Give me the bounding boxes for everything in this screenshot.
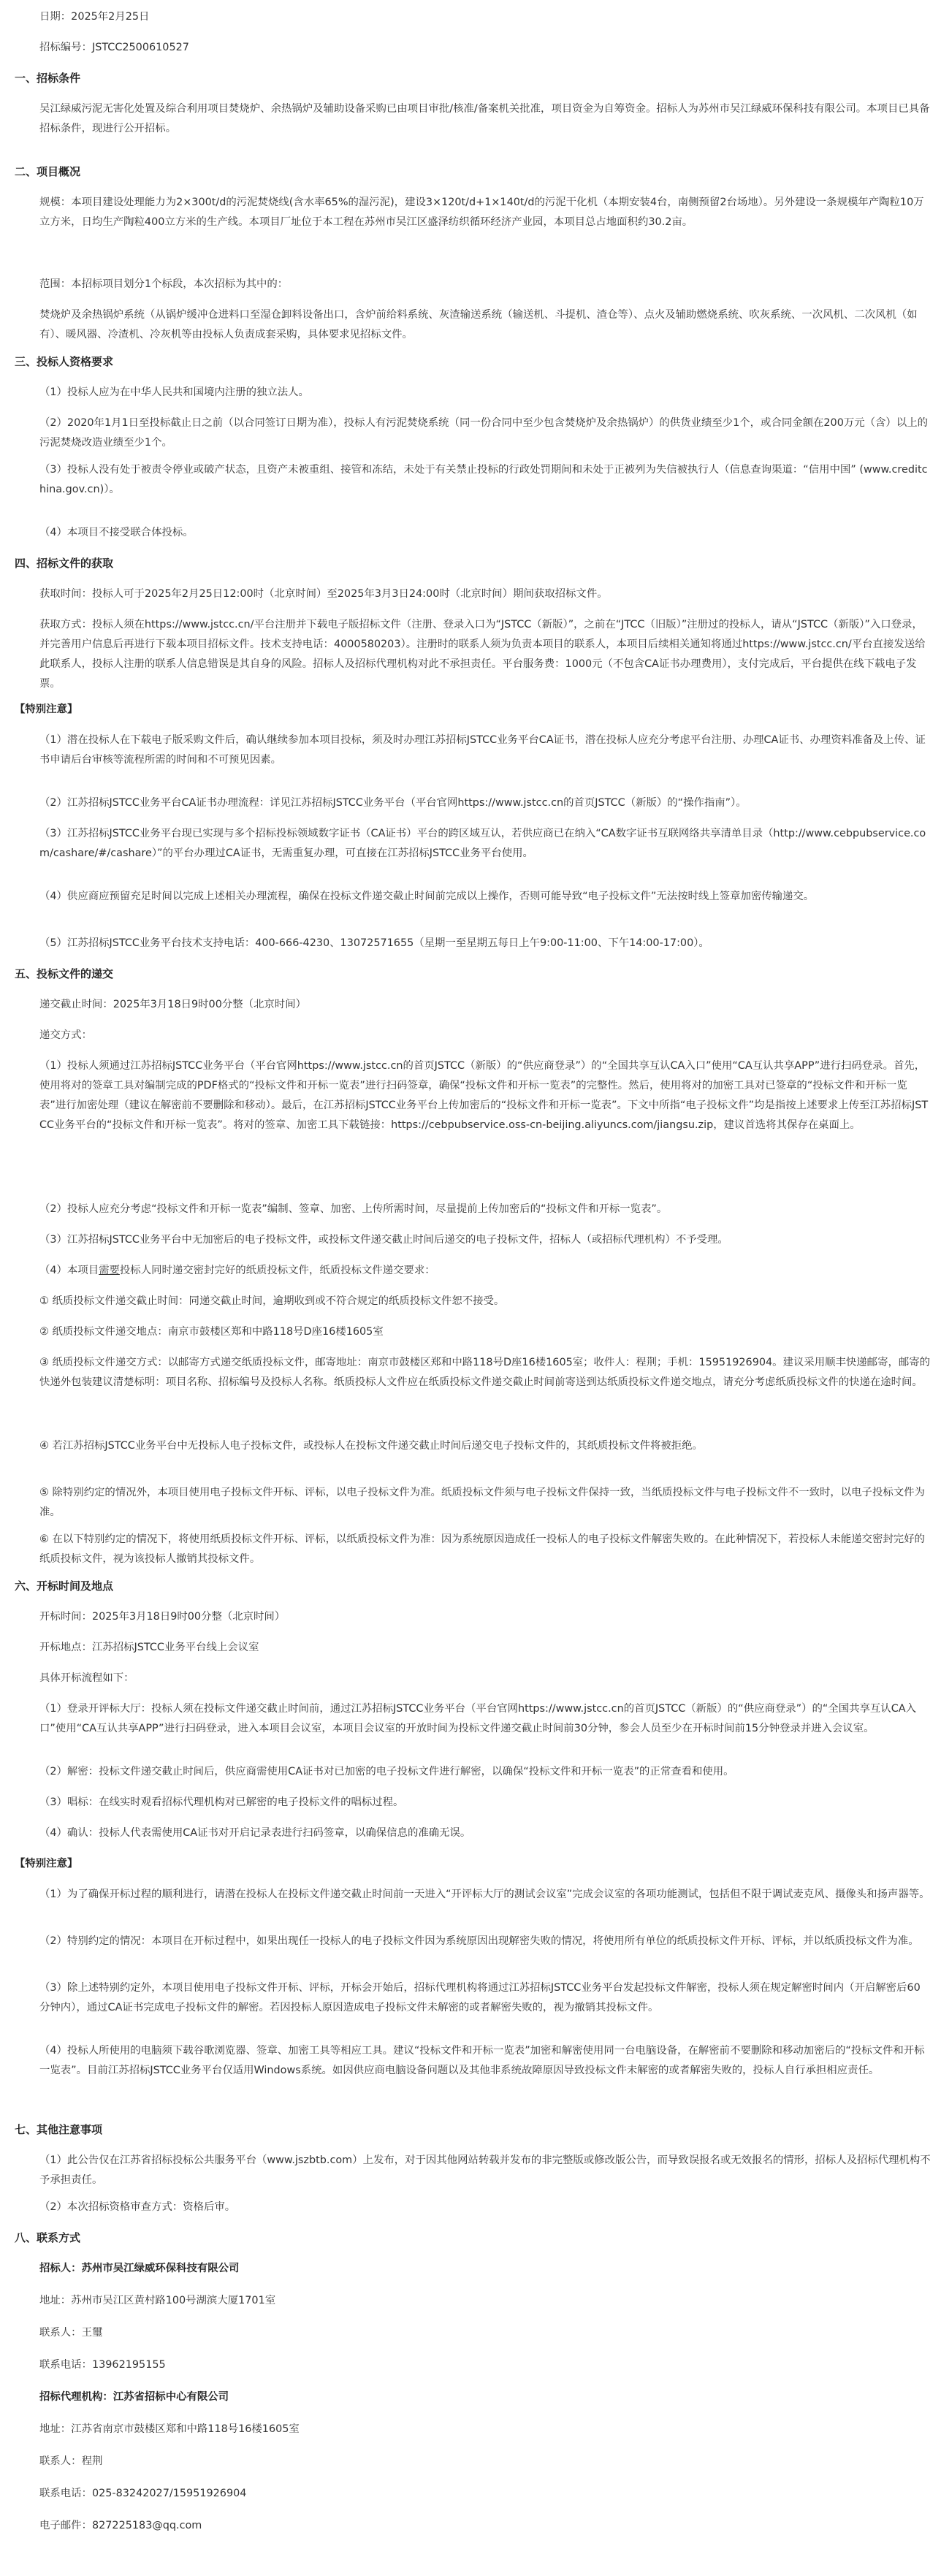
section-title-bid-conditions: 一、招标条件 [15,72,81,85]
paragraph: （3）投标人没有处于被责令停业或破产状态，且资产未被重组、接管和冻结，未处于有关禁止投标的行政处罚期间和未处于正被列为失信被执行人（信息查询渠道：“信用中国” (www.creditchina.gov.cn)）。 [39,464,928,495]
agency-name: 招标代理机构：江苏省招标中心有限公司 [39,2391,229,2403]
paragraph: （3）唱标：在线实时观看招标代理机构对已解密的电子投标文件的唱标过程。 [39,1796,404,1808]
paragraph: （1）为了确保开标过程的顺利进行，请潜在投标人在投标文件递交截止时间前一天进入“开评标大厅的测试会议室”完成会议室的各项功能测试，包括但不限于调试麦克风、摄像头和扬声器等。 [39,1889,930,1900]
tenderer-address: 地址：苏州市吴江区黄村路100号湖滨大厦1701室 [39,2295,276,2306]
paragraph: 具体开标流程如下： [39,1672,134,1684]
paragraph: （4）投标人所使用的电脑须下载谷歌浏览器、签章、加密工具等相应工具。建议“投标文件和开标一览表”加密和解密使用同一台电脑设备，在解密前不要删除和移动加密后的“投标文件和开标一览表”。目前江苏招标JSTCC业务平台仅适用Windows系统。如因供应商电脑设备问题以及其他非系统故障原因导致投标文件未解密的或者解密失败的，投标人自行承担相应责任。 [39,2045,925,2076]
section-title-submission: 五、投标文件的递交 [15,967,114,980]
paragraph: （1）潜在投标人在下载电子版采购文件后，确认继续参加本项目投标，须及时办理江苏招标JSTCC业务平台CA证书，潜在投标人应充分考虑平台注册、办理CA证书、办理资料准备及上传、证书申请后台审核等流程所需的时间和不可预见因素。 [39,734,926,766]
agency-contact: 联系人：程荆 [39,2455,103,2467]
section-title-qualification: 三、投标人资格要求 [15,355,114,368]
paragraph: （3）除上述特别约定外，本项目使用电子投标文件开标、评标，开标会开始后，招标代理机构将通过江苏招标JSTCC业务平台发起投标文件解密，投标人须在规定解密时间内（开启解密后60分钟内），通过CA证书完成电子投标文件的解密。若因投标人原因造成电子投标文件未解密的或者解密失败的，视为撤销其投标文件。 [39,1982,921,2013]
paragraph [39,1261,931,1281]
paragraph: （1）投标人须通过江苏招标JSTCC业务平台（平台官网https://www.jstcc.cn的首页JSTCC（新版）的“供应商登录”）的“全国共享互认CA入口”使用“CA互认共享APP”进行扫码登录。首先，使用将对的签章工具对编制完成的PDF格式的“投标文件和开标一览表”进行扫码签章，确保“投标文件和开标一览表”的完整性。然后，使用将对的加密工具对已签章的“投标文件和开标一览表”进行加密处理（建议在解密前不要删除和移动）。最后，在江苏招标JSTCC业务平台上传加密后的“投标文件和开标一览表”。下文中所指“电子投标文件”均是指按上述要求上传至江苏招标JSTCC业务平台的“投标文件和开标一览表”。将对的签章、加密工具下载链接：https://cebpubservice.oss-cn-beijing.aliyuncs.com/jiangsu.zip，建议首选将其保存在桌面上。 [39,1060,929,1131]
underlined-text: 需要 [99,1265,120,1276]
bid-number: 招标编号：JSTCC2500610527 [39,42,189,53]
paragraph: 焚烧炉及余热锅炉系统（从锅炉缓冲仓进料口至湿仓卸料设备出口，含炉前给料系统、灰渣输送系统（输送机、斗提机、渣仓等）、点火及辅助燃烧系统、吹灰系统、一次风机、二次风机（如有）、暖风器、冷渣机、冷灰机等由投标人负责成套采购，具体要求见招标文件。 [39,309,918,340]
paragraph: 范围：本招标项目划分1个标段，本次招标为其中的： [39,278,289,290]
section-title-project-overview: 二、项目概况 [15,165,81,178]
paragraph: 获取方式：投标人须在https://www.jstcc.cn/平台注册并下载电子版招标文件（注册、登录入口为“JSTCC（新版）”，之前在“JTCC（旧版）”注册过的投标人，请从“JSTCC（新版）”入口登录，并完善用户信息后再进行下载本项目招标文件。技术支持电话：4000580203）。注册时的联系人须为负责本项目的联系人，本项目后续相关通知将通过https://www.jstcc.cn/平台直接发送给此联系人，投标人注册的联系人信息错误是其自身的风险。招标人及招标代理机构对此不承担责任。平台服务费：1000元（不包含CA证书办理费用），支付完成后，平台提供在线下载电子发票。 [39,619,926,690]
paragraph: （4）确认：投标人代表需使用CA证书对开启记录表进行扫码签章，以确保信息的准确无误。 [39,1827,471,1839]
paragraph: （3）江苏招标JSTCC业务平台中无加密后的电子投标文件，或投标文件递交截止时间后递交的电子投标文件，招标人（或招标代理机构）不予受理。 [39,1234,728,1246]
paragraph: （1）此公告仅在江苏省招标投标公共服务平台（www.jszbtb.com）上发布，对于因其他网站转载并发布的非完整版或修改版公告，而导致误报名或无效报名的情形，招标人及招标代理机构不予承担责任。 [39,2154,931,2186]
section-title-opening: 六、开标时间及地点 [15,1579,114,1593]
paragraph: （4）供应商应预留充足时间以完成上述相关办理流程，确保在投标文件递交截止时间前完成以上操作，否则可能导致“电子投标文件”无法按时线上签章加密传输递交。 [39,891,815,902]
text: （4）本项目 [39,1265,99,1276]
paragraph: （2）江苏招标JSTCC业务平台CA证书办理流程：详见江苏招标JSTCC业务平台（平台官网https://www.jstcc.cn的首页JSTCC（新版）的“操作指南”）。 [39,797,747,809]
paragraph: （4）本项目不接受联合体投标。 [39,527,194,538]
paragraph: 递交方式： [39,1029,92,1041]
agency-email[interactable]: 电子邮件：827225183@qq.com [39,2520,202,2531]
paragraph: （2）本次招标资格审查方式：资格后审。 [39,2201,236,2213]
agency-phone: 联系电话：025-83242027/15951926904 [39,2488,247,2499]
paragraph: 规模：本项目建设处理能力为2×300t/d的污泥焚烧线(含水率65%的湿污泥)，建设3×120t/d+1×140t/d的污泥干化机（本期安装4台，南侧预留2台场地）。另外建设一条规模年产陶粒10万立方米，日均生产陶粒400立方米的生产线。本项目厂址位于本工程在苏州市吴江区盛泽纺织循环经济产业园，本项目总占地面积约30.2亩。 [39,197,924,228]
paragraph: ④ 若江苏招标JSTCC业务平台中无投标人电子投标文件，或投标人在投标文件递交截止时间后递交电子投标文件的，其纸质投标文件将被拒绝。 [39,1440,703,1452]
paragraph: 吴江绿威污泥无害化处置及综合利用项目焚烧炉、余热锅炉及辅助设备采购已由项目审批/核准/备案机关批准，项目资金为自筹资金。招标人为苏州市吴江绿威环保科技有限公司。本项目已具备招标条件，现进行公开招标。 [39,103,930,134]
paragraph: ② 纸质投标文件递交地点：南京市鼓楼区郑和中路118号D座16楼1605室 [39,1326,384,1338]
paragraph: （2）投标人应充分考虑“投标文件和开标一览表”编制、签章、加密、上传所需时间，尽量提前上传加密后的“投标文件和开标一览表”。 [39,1203,668,1215]
paragraph: （3）江苏招标JSTCC业务平台现已实现与多个招标投标领域数字证书（CA证书）平台的跨区域互认，若供应商已在纳入“CA数字证书互联网络共享清单目录（http://www.cebpubservice.com/cashare/#/cashare）”的平台办理过CA证书，无需重复办理，可直接在江苏招标JSTCC业务平台使用。 [39,828,926,859]
date-line: 日期：2025年2月25日 [39,11,150,23]
text: 投标人同时递交密封完好的纸质投标文件，纸质投标文件递交要求： [119,1265,435,1276]
paragraph: （2）解密：投标文件递交截止时间后，供应商需使用CA证书对已加密的电子投标文件进行解密，以确保“投标文件和开标一览表”的正常查看和使用。 [39,1766,734,1777]
section-title-other-notes: 七、其他注意事项 [15,2123,103,2136]
paragraph: （5）江苏招标JSTCC业务平台技术支持电话：400-666-4230、13072571655（星期一至星期五每日上午9:00-11:00、下午14:00-17:00）。 [39,937,709,949]
paragraph: 获取时间：投标人可于2025年2月25日12:00时（北京时间）至2025年3月3日24:00时（北京时间）期间获取招标文件。 [39,588,608,600]
tenderer-name: 招标人：苏州市吴江绿威环保科技有限公司 [39,2263,240,2274]
section-title-obtain-documents: 四、招标文件的获取 [15,557,114,570]
paragraph: ① 纸质投标文件递交截止时间：同递交截止时间，逾期收到或不符合规定的纸质投标文件恕不接受。 [39,1295,505,1307]
paragraph: ⑤ 除特别约定的情况外，本项目使用电子投标文件开标、评标，以电子投标文件为准。纸质投标文件须与电子投标文件保持一致，当纸质投标文件与电子投标文件不一致时，以电子投标文件为准。 [39,1487,925,1518]
tenderer-phone: 联系电话：13962195155 [39,2359,166,2371]
special-notice-title: 【特别注意】 [15,704,78,715]
section-title-contact: 八、联系方式 [15,2231,81,2244]
paragraph: 开标时间：2025年3月18日9时00分整（北京时间） [39,1611,286,1623]
paragraph: ⑥ 在以下特别约定的情况下，将使用纸质投标文件开标、评标，以纸质投标文件为准：因为系统原因造成任一投标人的电子投标文件解密失败的。在此种情况下，若投标人未能递交密封完好的纸质投标文件，视为该投标人撤销其投标文件。 [39,1533,925,1565]
paragraph: （1）投标人应为在中华人民共和国境内注册的独立法人。 [39,386,309,398]
tenderer-contact: 联系人：王璽 [39,2327,103,2339]
paragraph: （1）登录开评标大厅：投标人须在投标文件递交截止时间前，通过江苏招标JSTCC业务平台（平台官网https://www.jstcc.cn的首页JSTCC（新版）的“供应商登录”）的“全国共享互认CA入口”使用“CA互认共享APP”进行扫码登录，进入本项目会议室，本项目会议室的开放时间为投标文件递交截止时间前30分钟，参会人员至少在开标时间前15分钟登录并进入会议室。 [39,1703,916,1734]
paragraph: 递交截止时间：2025年3月18日9时00分整（北京时间） [39,999,306,1010]
paragraph: ③ 纸质投标文件递交方式：以邮寄方式递交纸质投标文件，邮寄地址：南京市鼓楼区郑和中路118号D座16楼1605室；收件人：程荆；手机：15951926904。建议采用顺丰快递邮寄，邮寄的快递外包装建议清楚标明：项目名称、招标编号及投标人名称。纸质投标人文件应在纸质投标文件递交截止时间前寄送到达纸质投标文件递交地点，请充分考虑纸质投标文件的快递在途时间。 [39,1357,931,1388]
paragraph: （2）特别约定的情况：本项目在开标过程中，如果出现任一投标人的电子投标文件因为系统原因出现解密失败的情况，将使用所有单位的纸质投标文件开标、评标，并以纸质投标文件为准。 [39,1935,919,1947]
special-notice-title: 【特别注意】 [15,1858,78,1870]
agency-address: 地址：江苏省南京市鼓楼区郑和中路118号16楼1605室 [39,2423,300,2435]
paragraph: （2）2020年1月1日至投标截止日之前（以合同签订日期为准），投标人有污泥焚烧系统（同一份合同中至少包含焚烧炉及余热锅炉）的供货业绩至少1个，或合同金额在200万元（含）以上的污泥焚烧改造业绩至少1个。 [39,417,928,449]
paragraph: 开标地点：江苏招标JSTCC业务平台线上会议室 [39,1642,259,1653]
